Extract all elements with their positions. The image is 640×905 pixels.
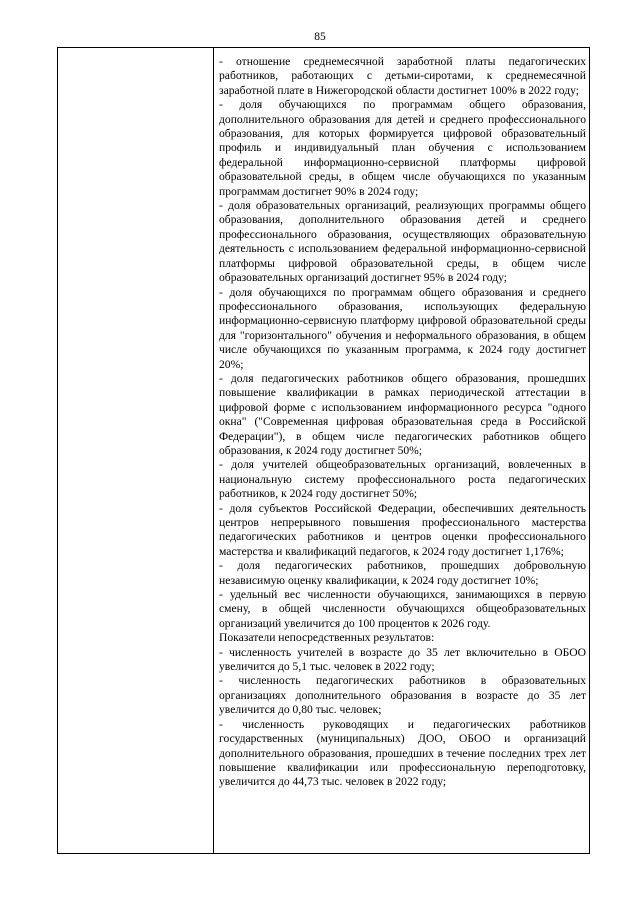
table-left-column — [58, 48, 214, 853]
paragraph: - численность учителей в возрасте до 35 лет включительно в ОБОО увеличится до 5,1 тыс. человек в 2022 году; — [219, 645, 586, 674]
table-right-column — [214, 48, 590, 853]
page-number: 85 — [314, 31, 326, 43]
section-heading: Показатели непосредственных результатов: — [219, 631, 435, 645]
paragraph: - численность руководящих и педагогических работников государственных (муниципальных) ДОО, ОБОО и организаций дополнительного образования, прошедших в течение последних трех лет повышение квалификации или профессиональную переподготовку, увеличится до 44,73 тыс. человек в 2022 году; — [219, 717, 586, 789]
paragraph: - доля образовательных организаций, реализующих программы общего образования, дополнительного образования детей и среднего профессионального образования, осуществляющих образовательную деятельность с использованием федеральной информационно-сервисной платформы цифровой образовательной среды, в общем числе образовательных организаций достигнет 95% в 2024 году; — [219, 199, 586, 285]
paragraph: - доля обучающихся по программам общего образования, дополнительного образования для детей и среднего профессионального образования, для которых формируется цифровой образовательный профиль и индивидуальный план обучения с использованием федеральной информационно-сервисной платформы цифровой образовательной среды, в общем числе обучающихся по указанным программам достигнет 90% в 2024 году; — [219, 98, 586, 198]
paragraph: - доля учителей общеобразовательных организаций, вовлеченных в национальную систему профессионального роста педагогических работников, к 2024 году достигнет 50%; — [219, 458, 586, 501]
paragraph: - доля субъектов Российской Федерации, обеспечивших деятельность центров непрерывного повышения профессионального мастерства педагогических работников и центров оценки профессионального мастерства и квалификаций педагогов, к 2024 году достигнет 1,176%; — [219, 501, 586, 558]
paragraph: - доля обучающихся по программам общего образования и среднего профессионального образования, использующих федеральную информационно-сервисную платформу цифровой образовательной среды для "горизонтального" обучения и неформального образования, в общем числе обучающихся по указанным программа, к 2024 году достигнет 20%; — [219, 285, 586, 371]
paragraph: - доля педагогических работников, прошедших добровольную независимую оценку квалификации, к 2024 году достигнет 10%; — [219, 559, 586, 587]
paragraph: - численность педагогических работников в образовательных организациях дополнительного образования в возрасте до 35 лет увеличится до 0,80 тыс. человек; — [219, 674, 586, 717]
paragraph: - доля педагогических работников общего образования, прошедших повышение квалификации в рамках периодической аттестации в цифровой форме с использованием информационного ресурса "одного окна" ("Современная цифровая образовательная среда в Российской Федерации"), в общем числе педагогических работников общего образования, к 2024 году достигнет 50%; — [219, 371, 586, 457]
content-table — [57, 47, 590, 854]
paragraph: - удельный вес численности обучающихся, занимающихся в первую смену, в общей численности обучающихся общеобразовательных организаций увеличится до 100 процентов к 2026 году. — [219, 588, 586, 630]
paragraph: - отношение среднемесячной заработной платы педагогических работников, работающих с детьми-сиротами, к среднемесячной заработной плате в Нижегородской области достигнет 100% в 2022 году; — [219, 55, 586, 97]
